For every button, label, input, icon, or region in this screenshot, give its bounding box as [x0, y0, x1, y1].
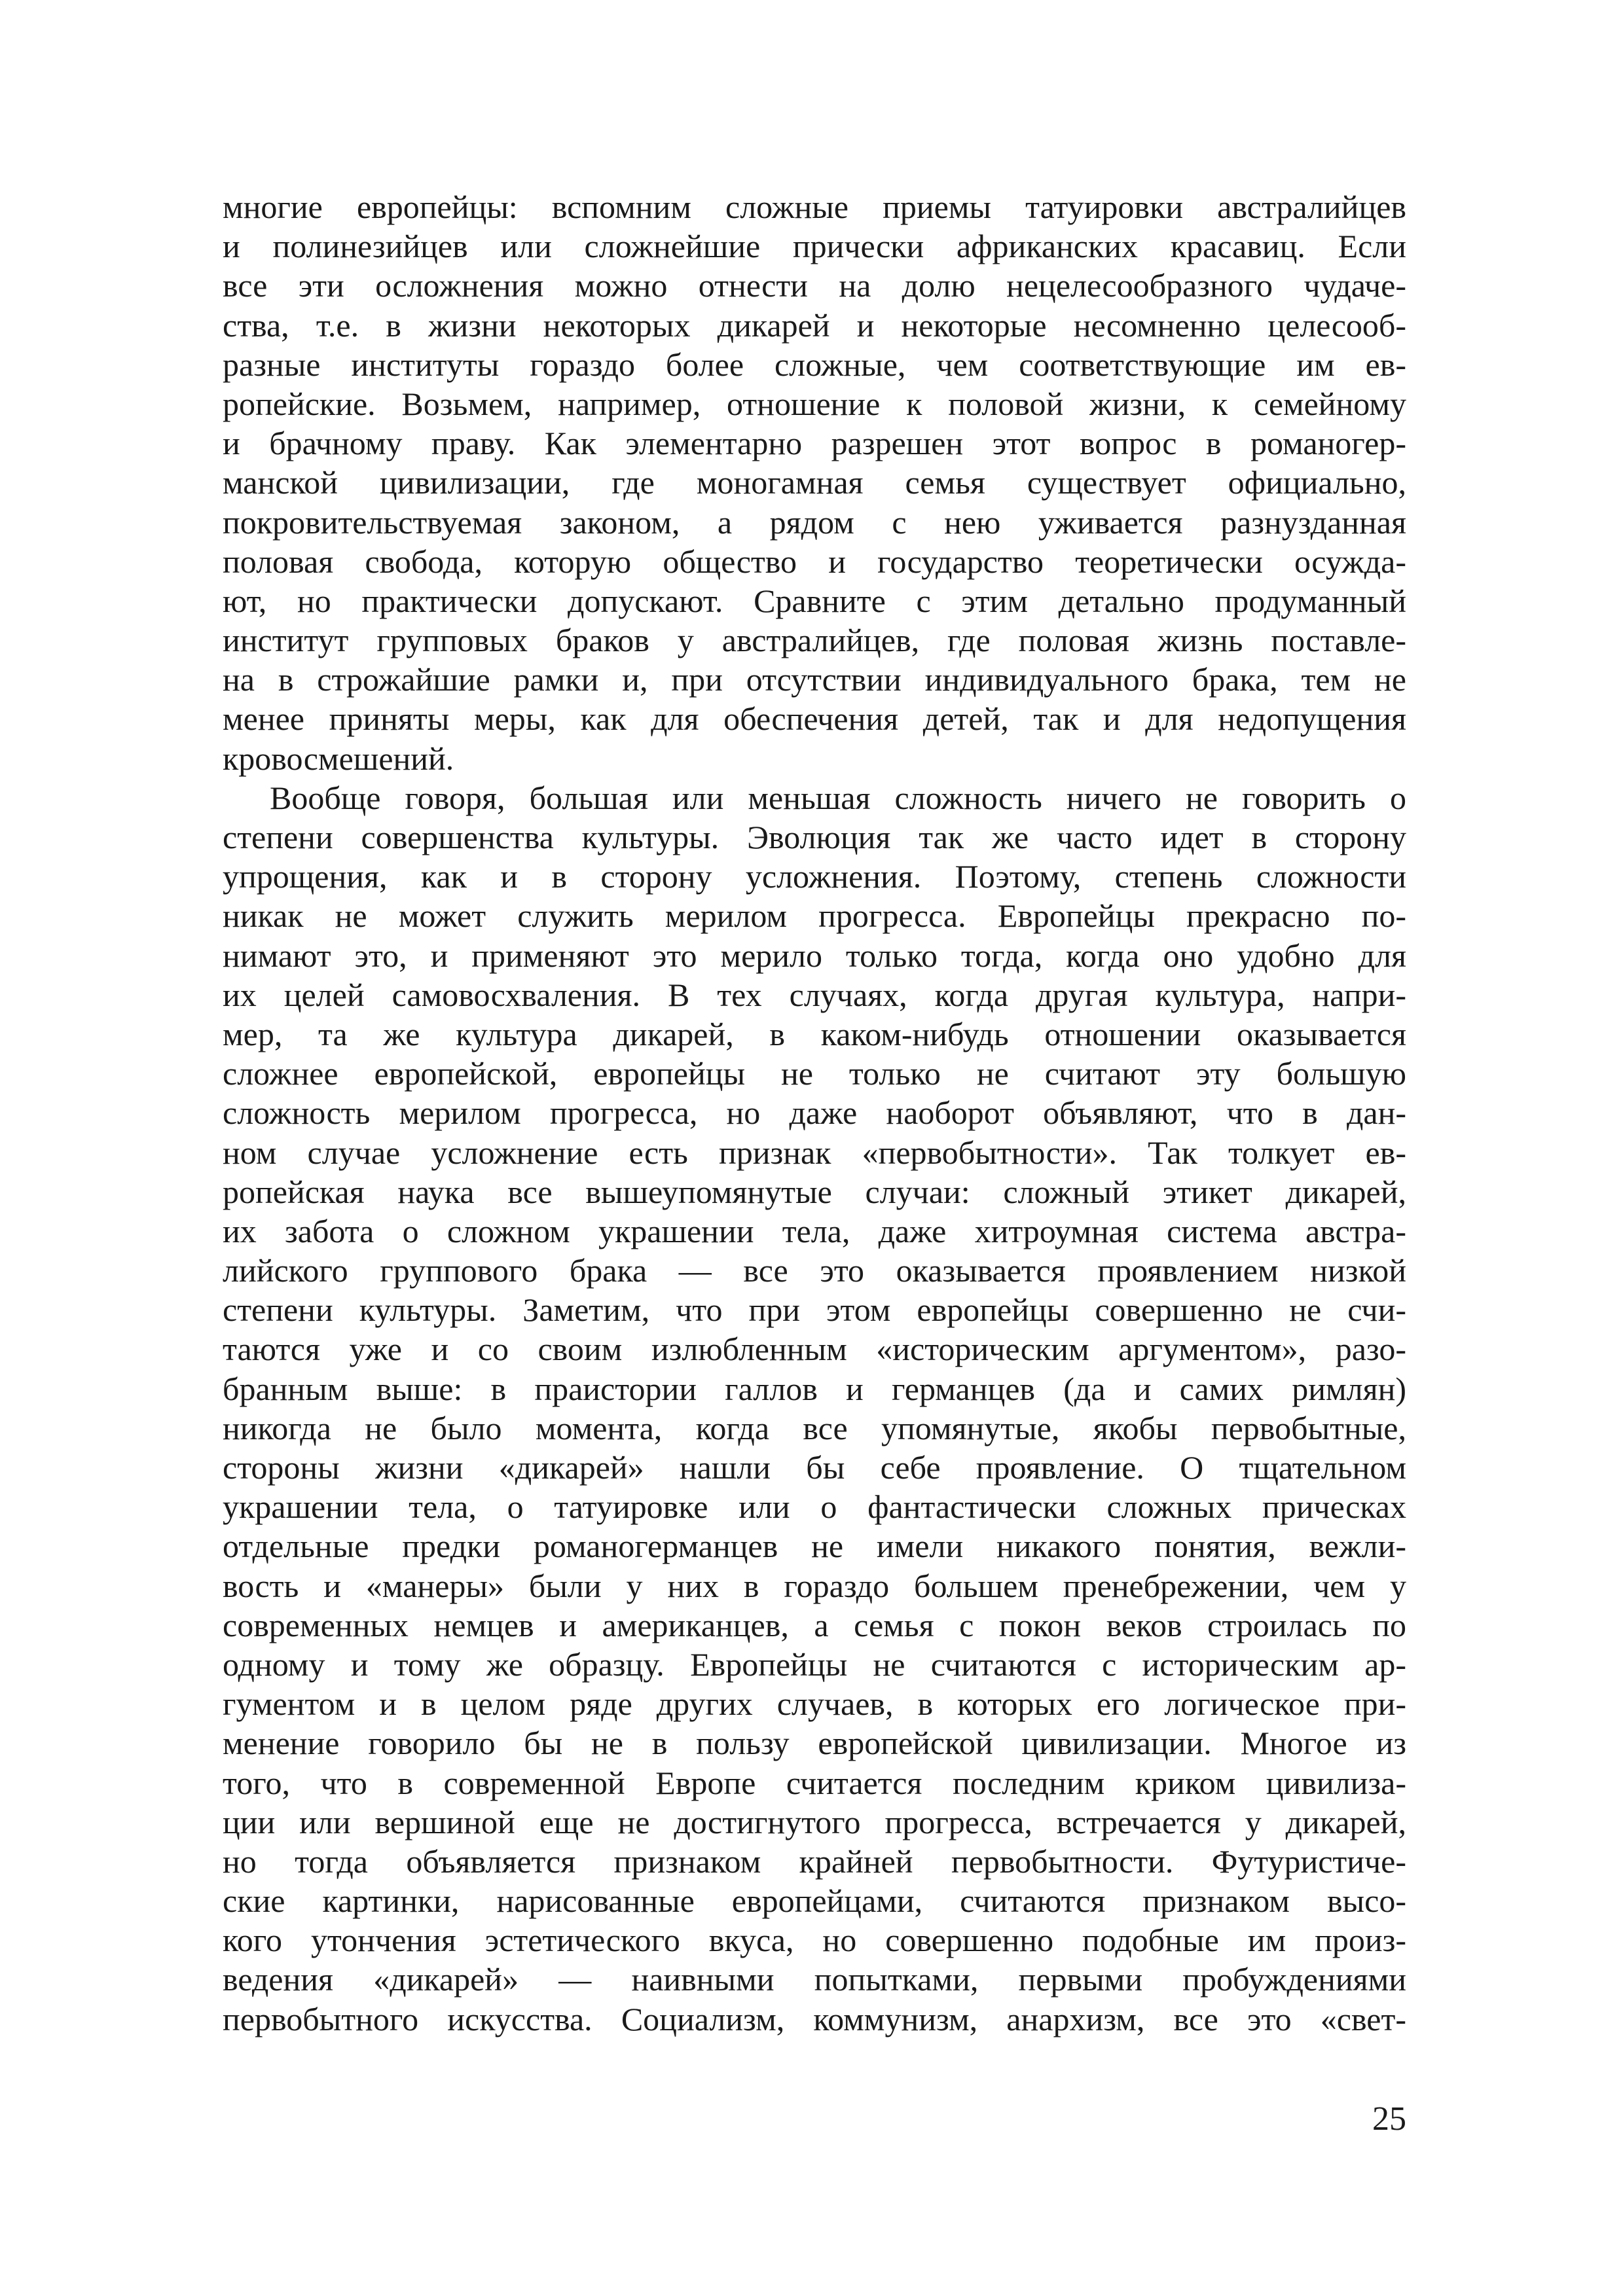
- text-line: отдельные предки романогерманцев не имели никакого понятия, вежли-: [223, 1528, 1406, 1565]
- paragraph: [223, 187, 1406, 778]
- text-line: их целей самовосхваления. В тех случаях, когда другая культура, напри-: [223, 976, 1406, 1013]
- text-line: институт групповых браков у австралийцев, где половая жизнь поставле-: [223, 622, 1406, 659]
- text-line: мер, та же культура дикарей, в каком-нибудь отношении оказывается: [223, 1015, 1406, 1052]
- text-line: менение говорило бы не в пользу европейской цивилизации. Многое из: [223, 1725, 1406, 1762]
- text-line: ропейские. Возьмем, например, отношение к половой жизни, к семейному: [223, 385, 1406, 422]
- text-line: покровительствуемая законом, а рядом с нею уживается разнузданная: [223, 503, 1406, 541]
- text-line: степени совершенства культуры. Эволюция так же часто идет в сторону: [223, 819, 1406, 855]
- text-line: ропейская наука все вышеупомянутые случаи: сложный этикет дикарей,: [223, 1173, 1406, 1210]
- text-line: сложнее европейской, европейцы не только не считают эту большую: [223, 1055, 1406, 1092]
- text-line: степени культуры. Заметим, что при этом европейцы совершенно не счи-: [223, 1291, 1406, 1329]
- text-line: Вообще говоря, большая или меньшая сложность ничего не говорить о: [270, 779, 1406, 816]
- text-line: половая свобода, которую общество и государство теоретически осужда-: [223, 543, 1406, 580]
- text-line: нимают это, и применяют это мерило только тогда, когда оно удобно для: [223, 937, 1406, 974]
- text-line: бранным выше: в праистории галлов и германцев (да и самих римлян): [223, 1370, 1406, 1407]
- text-line: и полинезийцев или сложнейшие прически африканских красавиц. Если: [223, 228, 1406, 265]
- text-line: сложность мерилом прогресса, но даже наоборот объявляют, что в дан-: [223, 1094, 1406, 1132]
- text-line: одному и тому же образцу. Европейцы не считаются с историческим ар-: [223, 1645, 1406, 1683]
- text-line: ном случае усложнение есть признак «первобытности». Так толкует ев-: [223, 1134, 1406, 1171]
- text-line: ские картинки, нарисованные европейцами, считаются признаком высо-: [223, 1882, 1406, 1920]
- text-line: гументом и в целом ряде других случаев, в которых его логическое при-: [223, 1685, 1406, 1723]
- text-line: вость и «манеры» были у них в гораздо большем пренебрежении, чем у: [223, 1567, 1406, 1604]
- text-line: и брачному праву. Как элементарно разрешен этот вопрос в романогер-: [223, 425, 1406, 462]
- page-number: 25: [1372, 2100, 1406, 2138]
- text-line: их забота о сложном украшении тела, даже хитроумная система австра-: [223, 1212, 1406, 1249]
- text-line: кого утончения эстетического вкуса, но совершенно подобные им произ-: [223, 1922, 1406, 1959]
- text-line: кровосмешений.: [223, 740, 454, 777]
- text-line: того, что в современной Европе считается последним криком цивилиза-: [223, 1764, 1406, 1801]
- text-line: стороны жизни «дикарей» нашли бы себе проявление. О тщательном: [223, 1449, 1406, 1486]
- text-line: манской цивилизации, где моногамная семья существует официально,: [223, 464, 1406, 501]
- text-line: но тогда объявляется признаком крайней первобытности. Футуристиче-: [223, 1842, 1406, 1880]
- text-line: лийского группового брака — все это оказывается проявлением низкой: [223, 1252, 1406, 1289]
- text-line: многие европейцы: вспомним сложные приемы татуировки австралийцев: [223, 188, 1406, 225]
- text-line: ции или вершиной еще не достигнутого прогресса, встречается у дикарей,: [223, 1803, 1406, 1840]
- text-line: украшении тела, о татуировке или о фантастически сложных прическах: [223, 1488, 1406, 1526]
- paragraph: [223, 778, 1406, 2039]
- text-line: менее приняты меры, как для обеспечения детей, так и для недопущения: [223, 700, 1406, 738]
- text-line: ведения «дикарей» — наивными попытками, первыми пробуждениями: [223, 1961, 1406, 1998]
- text-line: все эти осложнения можно отнести на долю нецелесообразного чудаче-: [223, 267, 1406, 304]
- text-line: разные институты гораздо более сложные, чем соответствующие им ев-: [223, 346, 1406, 383]
- text-line: современных немцев и американцев, а семья с покон веков строилась по: [223, 1606, 1406, 1643]
- text-line: первобытного искусства. Социализм, коммунизм, анархизм, все это «свет-: [223, 2000, 1406, 2037]
- text-line: на в строжайшие рамки и, при отсутствии индивидуального брака, тем не: [223, 661, 1406, 698]
- text-line: никогда не было момента, когда все упомянутые, якобы первобытные,: [223, 1409, 1406, 1446]
- text-line: ства, т.е. в жизни некоторых дикарей и некоторые несомненно целесооб-: [223, 306, 1406, 344]
- text-line: никак не может служить мерилом прогресса. Европейцы прекрасно по-: [223, 897, 1406, 935]
- body-text: [223, 187, 1406, 2039]
- text-line: таются уже и со своим излюбленным «историческим аргументом», разо-: [223, 1331, 1406, 1368]
- text-line: ют, но практически допускают. Сравните с этим детально продуманный: [223, 582, 1406, 619]
- text-line: упрощения, как и в сторону усложнения. Поэтому, степень сложности: [223, 858, 1406, 895]
